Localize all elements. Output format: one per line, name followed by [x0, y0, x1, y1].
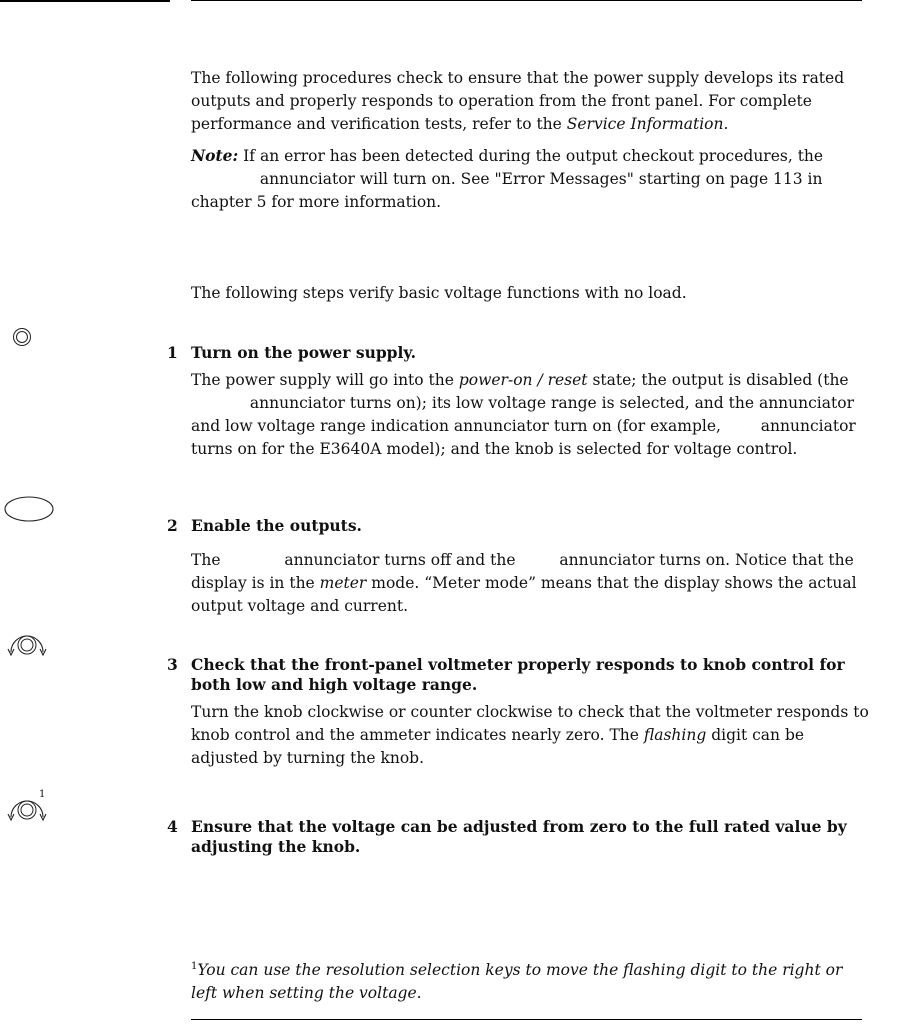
- step-title: Ensure that the voltage can be adjusted from zero to the full rated value by adjusting the knob.: [191, 817, 847, 856]
- voltage-intro: The following steps verify basic voltage functions with no load.: [191, 284, 687, 302]
- step-title: Check that the front-panel voltmeter properly responds to knob control for both low and high voltage range.: [191, 655, 845, 694]
- header-rule-left: [0, 0, 170, 2]
- step-3: [167, 655, 867, 770]
- step-number: 3: [167, 655, 178, 674]
- step-title: Turn on the power supply.: [191, 343, 417, 362]
- step-body: Turn the knob clockwise or counter clockwise to check that the voltmeter responds to knob control and the ammeter indicates nearly zero. The flashing digit can be adjusted by turning the knob.: [191, 703, 869, 767]
- step-2: [167, 516, 867, 618]
- step-number: 4: [167, 817, 178, 836]
- intro-paragraph: The following procedures check to ensure that the power supply develops its rated outputs and properly responds to operation from the front panel. For complete performance and verification tests, refer to the Service Information.: [191, 69, 845, 133]
- power-switch-icon: [12, 327, 32, 347]
- output-on-off-key-icon: [3, 495, 55, 523]
- knob-rotate-icon: [5, 628, 49, 662]
- step-4: [167, 817, 867, 857]
- step-number: 1: [167, 343, 178, 362]
- footnote-mark: 1: [191, 961, 198, 972]
- header-rule: [191, 0, 862, 1]
- step-body: The power supply will go into the power-on / reset state; the output is disabled (the annunciator turns on); its low voltage range is selected, and the annunciator and low voltage range indication annunciator turn on (for example, annunciator turns on for the E3640A model); and the knob is selected for voltage control.: [191, 371, 856, 458]
- step-1: [167, 343, 867, 461]
- note-paragraph: Note: If an error has been detected during the output checkout procedures, the annunciator will turn on. See "Error Messages" starting on page 113 in chapter 5 for more information.: [191, 146, 824, 211]
- footer-rule: [191, 1019, 862, 1020]
- knob-footnote-mark: 1: [39, 789, 46, 800]
- step-number: 2: [167, 516, 178, 535]
- step-title: Enable the outputs.: [191, 516, 362, 535]
- footnote: $^1$You can use the resolution selection keys to move the flashing digit to the right or left when setting the voltage.: [191, 961, 843, 1003]
- step-body: The annunciator turns off and the annunciator turns on. Notice that the display is in the meter mode. “Meter mode” means that the display shows the actual output voltage and current.: [191, 551, 857, 615]
